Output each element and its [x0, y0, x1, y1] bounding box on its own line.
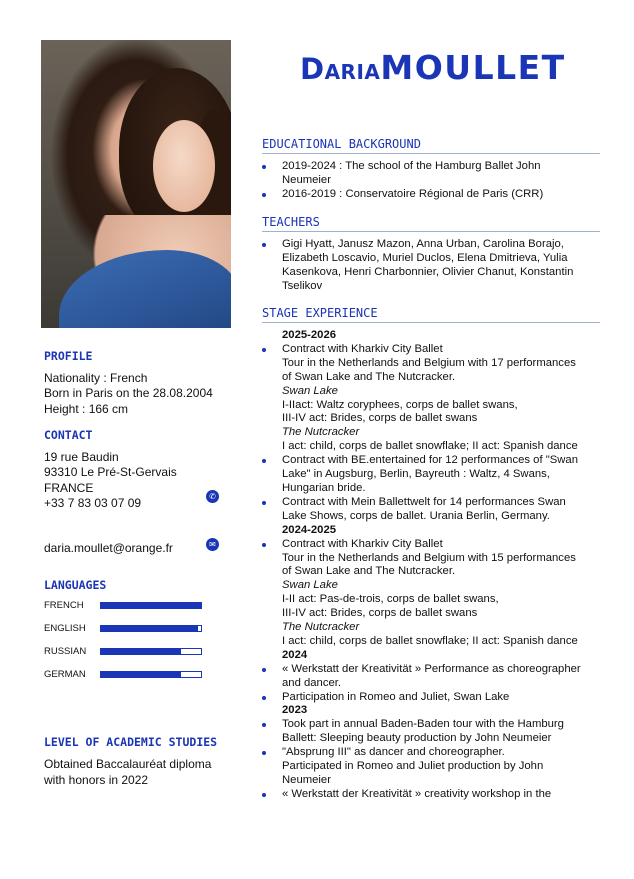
teachers-list [261, 238, 601, 294]
profile-born: Born in Paris on the 28.08.2004 [44, 386, 213, 400]
portrait-photo [41, 40, 231, 328]
profile-nationality: Nationality : French [44, 371, 148, 385]
stage-line: Hungarian bride. [282, 481, 366, 494]
language-name: RUSSIAN [44, 646, 87, 657]
academic-title: LEVEL OF ACADEMIC STUDIES [44, 735, 218, 749]
stage-line: Neumeier [282, 774, 331, 786]
stage-line: I-II act: Pas-de-trois, corps de ballet swans, [282, 593, 499, 606]
language-level-fill [101, 603, 201, 608]
profile-height: Height : 166 cm [44, 402, 129, 416]
first-name: Daria [300, 52, 381, 86]
teachers-rule [262, 231, 600, 232]
stage-year: 2024-2025 [282, 523, 337, 536]
stage-line: The Nutcracker [282, 426, 360, 439]
stage-item: « Werkstatt der Kreativität » Performance as choreographer [261, 663, 606, 677]
language-name: ENGLISH [44, 623, 86, 634]
stage-item: Contract with Kharkiv City Ballet [261, 538, 606, 552]
stage-item: Contract with Mein Ballettwelt for 14 performances Swan [261, 496, 606, 510]
education-list [261, 160, 601, 202]
language-level-fill [101, 672, 181, 677]
stage-line: of Swan Lake and The Nutcracker. [282, 370, 456, 383]
stage-item: "Absprung III" as dancer and choreographer. [261, 746, 606, 760]
stage-item: Contract with Kharkiv City Ballet [261, 343, 606, 357]
stage-line: Lake" in Augsburg, Berlin, Bayreuth : Waltz, 4 Swans, [282, 468, 550, 481]
stage-line: Tour in the Netherlands and Belgium with 15 performances [282, 551, 576, 564]
contact-city: 93310 Le Pré-St-Gervais [44, 465, 177, 479]
stage-item: Participation in Romeo and Juliet, Swan Lake [261, 691, 606, 705]
stage-item: Took part in annual Baden-Baden tour with the Hamburg [261, 718, 606, 732]
contact-title: CONTACT [44, 428, 93, 442]
stage-line: I act: child, corps de ballet snowflake; II act: Spanish dance [282, 634, 578, 647]
contact-street: 19 rue Baudin [44, 450, 119, 464]
language-level-fill [101, 649, 181, 654]
language-name: GERMAN [44, 669, 86, 680]
languages-title: LANGUAGES [44, 578, 107, 592]
envelope-icon: ✉ [206, 538, 219, 551]
language-level-bar [100, 648, 202, 655]
contact-country: FRANCE [44, 481, 94, 495]
stage-line: Swan Lake [282, 384, 338, 397]
education-rule [262, 153, 600, 154]
stage-line: Participated in Romeo and Juliet production by John [282, 760, 544, 773]
stage-year: 2024 [282, 648, 308, 661]
stage-line: Tour in the Netherlands and Belgium with 17 performances [282, 356, 576, 369]
language-level-fill [101, 626, 198, 631]
stage-line: of Swan Lake and The Nutcracker. [282, 565, 456, 578]
education-item: 2016-2019 : Conservatoire Régional de Paris (CRR) [261, 188, 601, 202]
stage-line: Ballett: Sleeping beauty production by John Neumeier [282, 732, 552, 745]
stage-line: The Nutcracker [282, 621, 360, 634]
stage-line: III-IV act: Brides, corps de ballet swans [282, 412, 478, 425]
academic-line-1: Obtained Baccalauréat diploma [44, 757, 212, 771]
phone-icon: ✆ [206, 490, 219, 503]
stage-line: Lake Shows, corps de ballet. Urania Berlin, Germany. [282, 509, 550, 522]
education-item: 2019-2024 : The school of the Hamburg Ballet John Neumeier [261, 160, 601, 188]
contact-phone[interactable]: +33 7 83 03 07 09 [44, 496, 142, 510]
stage-year: 2025-2026 [282, 329, 337, 341]
stage-item: « Werkstatt der Kreativität » creativity workshop in the [261, 788, 606, 802]
language-level-bar [100, 625, 202, 632]
stage-line: III-IV act: Brides, corps de ballet swans [282, 607, 478, 620]
stage-item: Contract with BE.entertained for 12 performances of "Swan [261, 454, 606, 468]
photo-face [153, 120, 215, 212]
stage-line: I-IIact: Waltz coryphees, corps de ballet swans, [282, 398, 518, 411]
stage-rule [262, 322, 600, 323]
name-header [300, 48, 600, 87]
education-title: EDUCATIONAL BACKGROUND [262, 137, 421, 151]
language-level-bar [100, 602, 202, 609]
language-level-bar [100, 671, 202, 678]
stage-line: Swan Lake [282, 579, 338, 592]
stage-list [261, 329, 606, 802]
stage-year: 2023 [282, 704, 308, 717]
contact-email[interactable]: daria.moullet@orange.fr [44, 541, 173, 555]
stage-line: I act: child, corps de ballet snowflake; II act: Spanish dance [282, 440, 578, 453]
last-name: MOULLET [380, 48, 566, 87]
language-name: FRENCH [44, 600, 84, 611]
teachers-item: Gigi Hyatt, Janusz Mazon, Anna Urban, Carolina Borajo, Elizabeth Loscavio, Muriel Duclos, Elena Dmitrieva, Yulia Kasenkova, Henri Charbonnier, Olivier Chanut, Konstantin Tselikov [261, 238, 601, 294]
profile-title: PROFILE [44, 349, 93, 363]
stage-line: and dancer. [282, 676, 342, 689]
stage-title: STAGE EXPERIENCE [262, 306, 378, 320]
teachers-title: TEACHERS [262, 215, 320, 229]
academic-line-2: with honors in 2022 [44, 773, 149, 787]
